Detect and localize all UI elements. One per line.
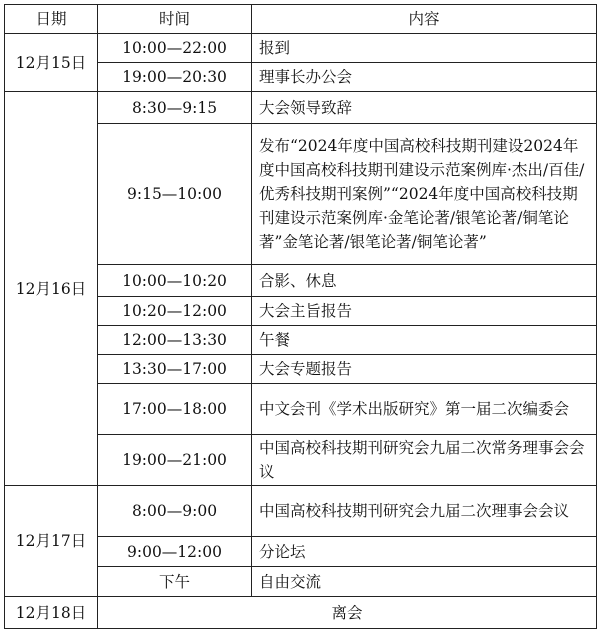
content-cell: 中文会刊《学术出版研究》第一届二次编委会 [252, 384, 597, 435]
time-cell: 12:00—13:30 [98, 326, 252, 355]
time-cell: 下午 [98, 567, 252, 597]
table-row [5, 34, 597, 63]
header-date: 日期 [5, 5, 98, 34]
content-cell: 大会主旨报告 [252, 297, 597, 326]
date-cell: 12月17日 [5, 486, 98, 597]
time-cell: 10:00—10:20 [98, 265, 252, 297]
header-content: 内容 [252, 5, 597, 34]
time-cell: 10:20—12:00 [98, 297, 252, 326]
date-cell: 12月18日 [5, 597, 98, 629]
date-cell: 12月16日 [5, 92, 98, 486]
time-cell: 19:00—21:00 [98, 435, 252, 486]
time-cell: 13:30—17:00 [98, 355, 252, 384]
time-cell: 9:15—10:00 [98, 124, 252, 265]
header-row [5, 5, 597, 34]
content-cell: 发布“2024年度中国高校科技期刊建设2024年度中国高校科技期刊建设示范案例库·杰出/百佳/优秀科技期刊案例”“2024年度中国高校科技期刊建设示范案例库·金笔论著/银笔论著/铜笔论著”金笔论著/银笔论著/铜笔论著” [252, 124, 597, 265]
time-cell: 19:00—20:30 [98, 63, 252, 92]
schedule-sheet [4, 4, 597, 629]
table-row [5, 92, 597, 124]
table-row [5, 597, 597, 629]
content-cell: 理事长办公会 [252, 63, 597, 92]
merged-content-cell: 离会 [98, 597, 597, 629]
time-cell: 17:00—18:00 [98, 384, 252, 435]
schedule-table [4, 4, 597, 629]
header-time: 时间 [98, 5, 252, 34]
content-cell: 分论坛 [252, 537, 597, 567]
content-cell: 报到 [252, 34, 597, 63]
date-cell: 12月15日 [5, 34, 98, 92]
time-cell: 9:00—12:00 [98, 537, 252, 567]
time-cell: 8:00—9:00 [98, 486, 252, 537]
content-cell: 自由交流 [252, 567, 597, 597]
content-cell: 大会领导致辞 [252, 92, 597, 124]
time-cell: 10:00—22:00 [98, 34, 252, 63]
content-cell: 中国高校科技期刊研究会九届二次理事会会议 [252, 486, 597, 537]
content-cell: 午餐 [252, 326, 597, 355]
table-row [5, 486, 597, 537]
time-cell: 8:30—9:15 [98, 92, 252, 124]
content-cell: 大会专题报告 [252, 355, 597, 384]
content-cell: 合影、休息 [252, 265, 597, 297]
content-cell: 中国高校科技期刊研究会九届二次常务理事会会议 [252, 435, 597, 486]
